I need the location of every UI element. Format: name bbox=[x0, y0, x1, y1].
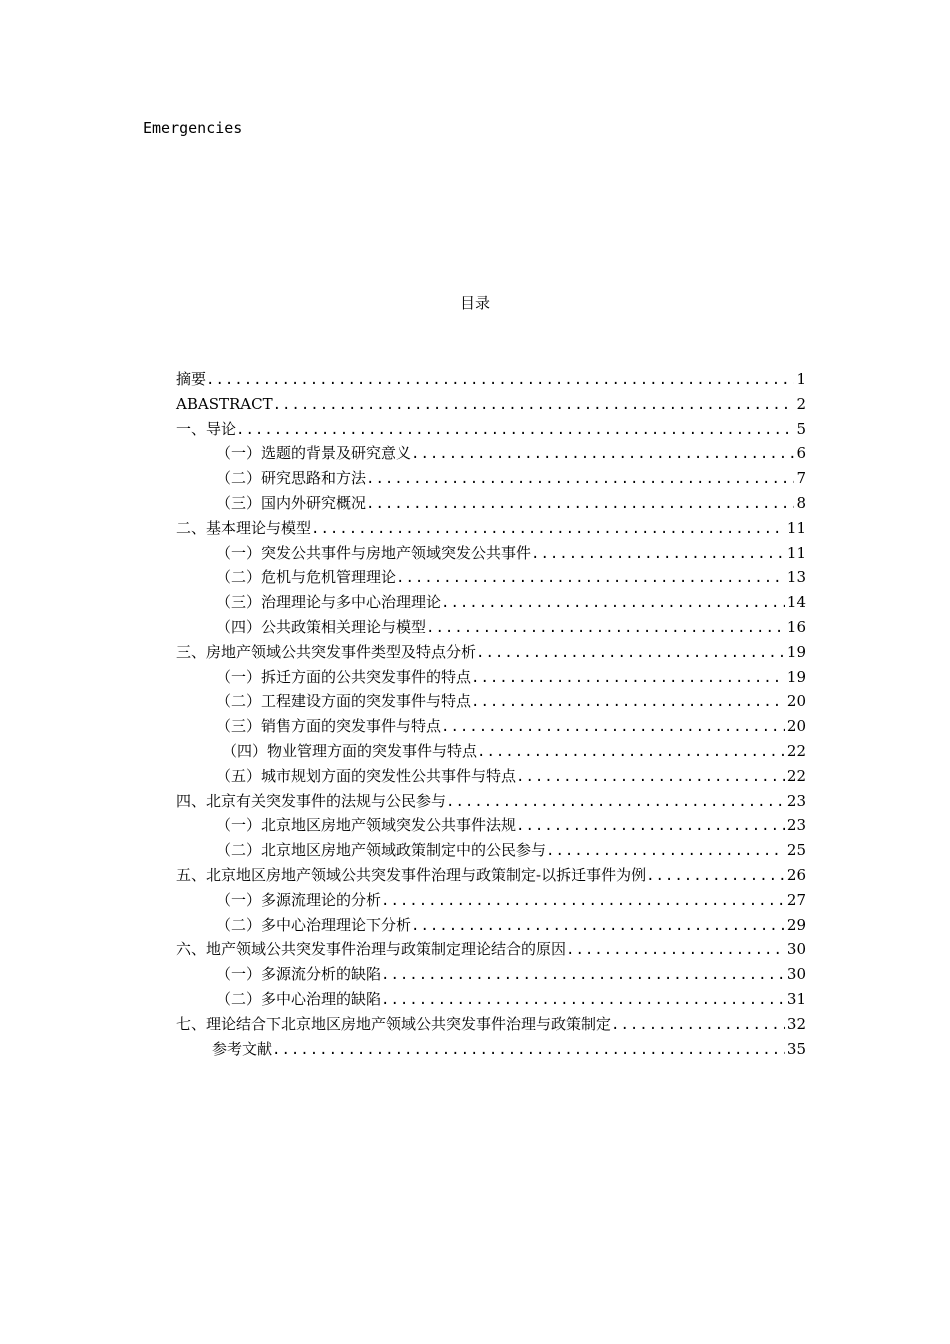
toc-entry-page: 22 bbox=[786, 766, 806, 785]
toc-leader-dots bbox=[366, 492, 794, 517]
toc-entry-label: 五、北京地区房地产领域公共突发事件治理与政策制定-以拆迁事件为例 bbox=[176, 865, 647, 884]
toc-entry-label: 摘要 bbox=[176, 370, 207, 388]
toc-entry-label: （三）国内外研究概况 bbox=[216, 493, 367, 512]
toc-entry-page: 35 bbox=[786, 1039, 806, 1058]
toc-entry-page: 16 bbox=[786, 617, 806, 636]
toc-leader-dots bbox=[646, 864, 785, 889]
toc-entry[interactable] bbox=[176, 615, 806, 640]
toc-entry-page: 5 bbox=[796, 419, 806, 438]
toc-entry[interactable] bbox=[176, 764, 806, 789]
toc-entry[interactable] bbox=[176, 516, 806, 541]
toc-leader-dots bbox=[531, 542, 785, 567]
toc-leader-dots bbox=[366, 467, 794, 492]
toc-entry[interactable] bbox=[176, 813, 806, 838]
toc-entry-label: （二）北京地区房地产领域政策制定中的公民参与 bbox=[216, 841, 547, 860]
toc-leader-dots bbox=[516, 814, 785, 839]
header-text: Emergencies bbox=[143, 119, 243, 137]
toc-leader-dots bbox=[381, 963, 785, 988]
toc-entry-page: 20 bbox=[786, 717, 806, 736]
toc-title: 目录 bbox=[459, 294, 490, 312]
toc-entry-page: 2 bbox=[796, 394, 806, 413]
toc-entry-label: （四）公共政策相关理论与模型 bbox=[216, 617, 427, 636]
toc-entry-page: 31 bbox=[786, 989, 806, 1008]
toc-entry-page: 1 bbox=[796, 370, 806, 388]
toc-leader-dots bbox=[516, 765, 785, 790]
toc-entry-label: （二）研究思路和方法 bbox=[216, 469, 367, 488]
toc-entry-label: （三）销售方面的突发事件与特点 bbox=[216, 717, 442, 736]
toc-entry-label: （一）突发公共事件与房地产领域突发公共事件 bbox=[216, 543, 532, 562]
toc-entry-label: （五）城市规划方面的突发性公共事件与特点 bbox=[216, 766, 517, 785]
toc-entry[interactable] bbox=[176, 789, 806, 814]
toc-entry-label: ABASTRACT bbox=[176, 394, 273, 413]
toc-leader-dots bbox=[566, 938, 785, 963]
toc-entry[interactable] bbox=[176, 863, 806, 888]
toc-entry-label: （一）选题的背景及研究意义 bbox=[216, 444, 412, 463]
toc-entry[interactable] bbox=[176, 565, 806, 590]
toc-entry-page: 27 bbox=[786, 890, 806, 909]
toc-entry[interactable] bbox=[176, 1037, 806, 1062]
toc-leader-dots bbox=[311, 517, 785, 542]
toc-entry-label: 参考文献 bbox=[212, 1039, 273, 1058]
toc-entry-label: （一）北京地区房地产领域突发公共事件法规 bbox=[216, 816, 517, 835]
toc-leader-dots bbox=[206, 368, 794, 393]
table-of-contents bbox=[176, 367, 806, 1061]
toc-leader-dots bbox=[471, 690, 785, 715]
toc-leader-dots bbox=[446, 790, 785, 815]
toc-leader-dots bbox=[477, 740, 785, 765]
toc-entry[interactable] bbox=[176, 962, 806, 987]
toc-entry[interactable] bbox=[176, 739, 806, 764]
toc-entry[interactable] bbox=[176, 665, 806, 690]
toc-leader-dots bbox=[381, 988, 785, 1013]
toc-leader-dots bbox=[396, 566, 785, 591]
toc-entry-label: 一、导论 bbox=[176, 419, 237, 438]
toc-entry[interactable] bbox=[176, 466, 806, 491]
toc-entry[interactable] bbox=[176, 838, 806, 863]
toc-entry-page: 30 bbox=[786, 940, 806, 959]
toc-leader-dots bbox=[273, 393, 795, 418]
toc-entry[interactable] bbox=[176, 441, 806, 466]
toc-entry-page: 22 bbox=[786, 741, 806, 760]
toc-entry[interactable] bbox=[176, 1012, 806, 1037]
toc-leader-dots bbox=[441, 591, 785, 616]
toc-entry-label: （一）拆迁方面的公共突发事件的特点 bbox=[216, 667, 472, 686]
toc-entry[interactable] bbox=[176, 541, 806, 566]
toc-entry-page: 6 bbox=[796, 444, 806, 463]
toc-entry-label: （二）工程建设方面的突发事件与特点 bbox=[216, 692, 472, 711]
toc-entry-page: 25 bbox=[786, 841, 806, 860]
toc-entry-label: （二）危机与危机管理理论 bbox=[216, 568, 397, 587]
toc-entry[interactable] bbox=[176, 987, 806, 1012]
toc-entry[interactable] bbox=[176, 367, 806, 392]
toc-entry-label: （三）治理理论与多中心治理理论 bbox=[216, 593, 442, 612]
toc-entry-page: 23 bbox=[786, 791, 806, 810]
toc-leader-dots bbox=[236, 418, 794, 443]
toc-entry-page: 14 bbox=[786, 593, 806, 612]
toc-entry-label: （一）多源流分析的缺陷 bbox=[216, 965, 382, 984]
toc-entry-page: 26 bbox=[786, 865, 806, 884]
toc-entry-page: 20 bbox=[786, 692, 806, 711]
toc-entry-page: 19 bbox=[786, 667, 806, 686]
toc-entry-label: （二）多中心治理的缺陷 bbox=[216, 989, 382, 1008]
toc-entry-label: （二）多中心治理理论下分析 bbox=[216, 915, 412, 934]
toc-entry-label: （一）多源流理论的分析 bbox=[216, 890, 382, 909]
toc-entry[interactable] bbox=[176, 392, 806, 417]
toc-entry-page: 30 bbox=[786, 965, 806, 984]
toc-entry[interactable] bbox=[176, 417, 806, 442]
toc-entry[interactable] bbox=[176, 689, 806, 714]
toc-entry[interactable] bbox=[176, 590, 806, 615]
toc-entry[interactable] bbox=[176, 913, 806, 938]
toc-entry[interactable] bbox=[176, 491, 806, 516]
toc-leader-dots bbox=[411, 914, 785, 939]
toc-entry-label: 四、北京有关突发事件的法规与公民参与 bbox=[176, 791, 447, 810]
toc-entry[interactable] bbox=[176, 714, 806, 739]
toc-entry-page: 13 bbox=[786, 568, 806, 587]
toc-leader-dots bbox=[546, 839, 785, 864]
toc-leader-dots bbox=[411, 442, 794, 467]
toc-entry[interactable] bbox=[176, 640, 806, 665]
toc-entry-label: 二、基本理论与模型 bbox=[176, 518, 312, 537]
toc-entry-page: 7 bbox=[796, 469, 806, 488]
toc-entry-page: 11 bbox=[786, 518, 806, 537]
toc-leader-dots bbox=[611, 1013, 785, 1038]
toc-entry-label: （四）物业管理方面的突发事件与特点 bbox=[222, 741, 478, 760]
toc-leader-dots bbox=[441, 715, 785, 740]
toc-entry-page: 29 bbox=[786, 915, 806, 934]
toc-entry-label: 七、理论结合下北京地区房地产领域公共突发事件治理与政策制定 bbox=[176, 1014, 612, 1033]
toc-leader-dots bbox=[381, 889, 785, 914]
toc-entry-label: 六、地产领域公共突发事件治理与政策制定理论结合的原因 bbox=[176, 940, 567, 959]
toc-entry-page: 23 bbox=[786, 816, 806, 835]
toc-entry-label: 三、房地产领域公共突发事件类型及特点分析 bbox=[176, 642, 477, 661]
toc-leader-dots bbox=[471, 666, 785, 691]
toc-entry[interactable] bbox=[176, 937, 806, 962]
toc-leader-dots bbox=[272, 1038, 785, 1063]
toc-leader-dots bbox=[476, 641, 785, 666]
toc-entry-page: 32 bbox=[786, 1014, 806, 1033]
toc-entry-page: 11 bbox=[786, 543, 806, 562]
toc-entry[interactable] bbox=[176, 888, 806, 913]
toc-entry-page: 19 bbox=[786, 642, 806, 661]
toc-leader-dots bbox=[426, 616, 785, 641]
toc-entry-page: 8 bbox=[796, 493, 806, 512]
